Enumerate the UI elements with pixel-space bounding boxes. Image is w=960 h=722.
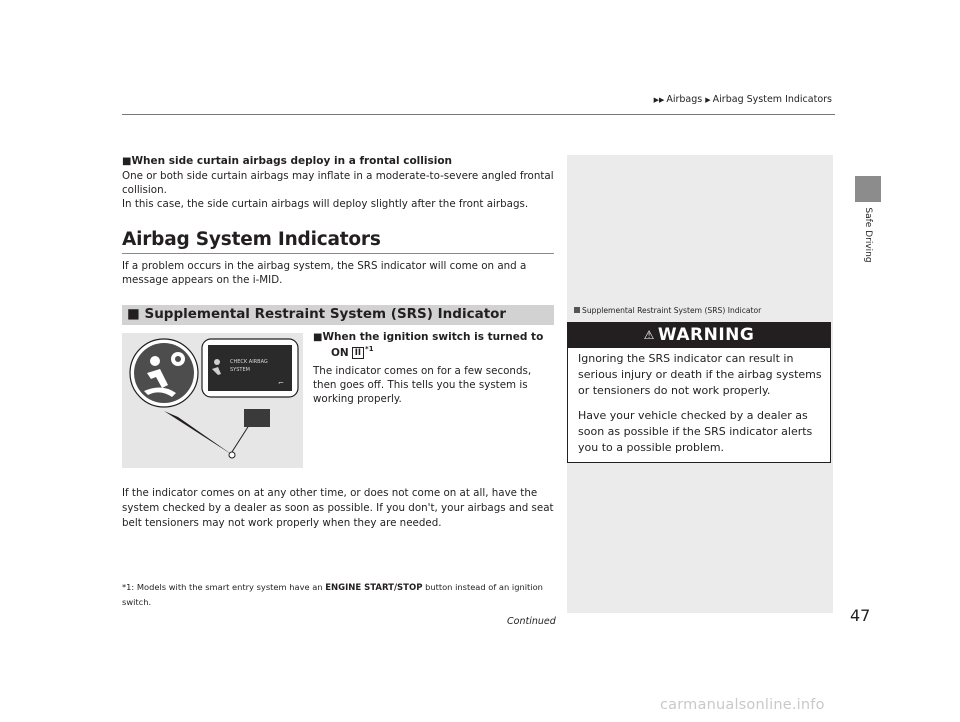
breadcrumb-section[interactable]: Airbags [666, 94, 703, 105]
warning-text-2: Have your vehicle checked by a dealer as soon as possible if the SRS indicator alerts you to a possible problem. [578, 409, 813, 454]
warning-triangle-icon: ⚠ [643, 328, 655, 342]
display-corner-glyph: ⌐ [278, 379, 284, 387]
square-bullet-icon: ■ [127, 306, 145, 322]
section-tab-label: Safe Driving [863, 207, 873, 263]
watermark: carmanualsonline.info [660, 697, 825, 713]
square-bullet-icon: ■ [313, 332, 323, 343]
side-curtain-body: One or both side curtain airbags may inflate in a moderate-to-severe angled frontal collision. In this case, the side curtain airbags will deploy slightly after the front airbags. [122, 170, 554, 210]
header-divider [122, 114, 835, 115]
page-title: Airbag System Indicators [122, 229, 381, 250]
square-bullet-icon: ■ [122, 156, 132, 167]
footnote: *1: Models with the smart entry system have an ENGINE START/STOP button instead of an ignition switch. [122, 582, 543, 607]
side-curtain-heading: ■When side curtain airbags deploy in a frontal collision [122, 155, 453, 167]
breadcrumb-page[interactable]: Airbag System Indicators [712, 94, 832, 105]
display-text-line-1: CHECK AIRBAG [230, 359, 268, 365]
breadcrumb [600, 94, 832, 105]
side-note-heading: Supplemental Restraint System (SRS) Indicator [574, 306, 761, 315]
title-divider [122, 253, 554, 254]
warning-text-1: Ignoring the SRS indicator can result in serious injury or death if the airbag systems or tensioners do not work properly. [578, 352, 822, 397]
continued-label: Continued [507, 616, 556, 627]
ignition-heading: ■When the ignition switch is turned to [313, 331, 544, 343]
srs-section-heading: ■ Supplemental Restraint System (SRS) Indicator [127, 306, 507, 322]
srs-indicator-illustration [122, 333, 303, 468]
display-text-line-2: SYSTEM [230, 367, 250, 373]
ignition-body: The indicator comes on for a few seconds, then goes off. This tells you the system is working properly. [313, 365, 532, 405]
page-number: 47 [850, 606, 871, 625]
breadcrumb-arrow-icon: ▶ [705, 96, 711, 104]
breadcrumb-arrow-icon: ▶▶ [653, 96, 665, 104]
indicator-problem-text: If the indicator comes on at any other time, or does not come on at all, have the system checked by a dealer as soon as possible. If you don't, your airbags and seat belt tensioners may not work properly when they are needed. [122, 487, 554, 529]
note-marker-icon [574, 307, 580, 313]
footnote-ref[interactable]: *1 [365, 345, 374, 353]
ignition-heading-line2: ON II $^{*1}$ [331, 345, 374, 359]
warning-banner: ⚠ WARNING [568, 323, 830, 348]
intro-text: If a problem occurs in the airbag system, the SRS indicator will come on and a message appears on the i-MID. [122, 260, 527, 286]
ignition-position-icon: II [352, 347, 364, 359]
